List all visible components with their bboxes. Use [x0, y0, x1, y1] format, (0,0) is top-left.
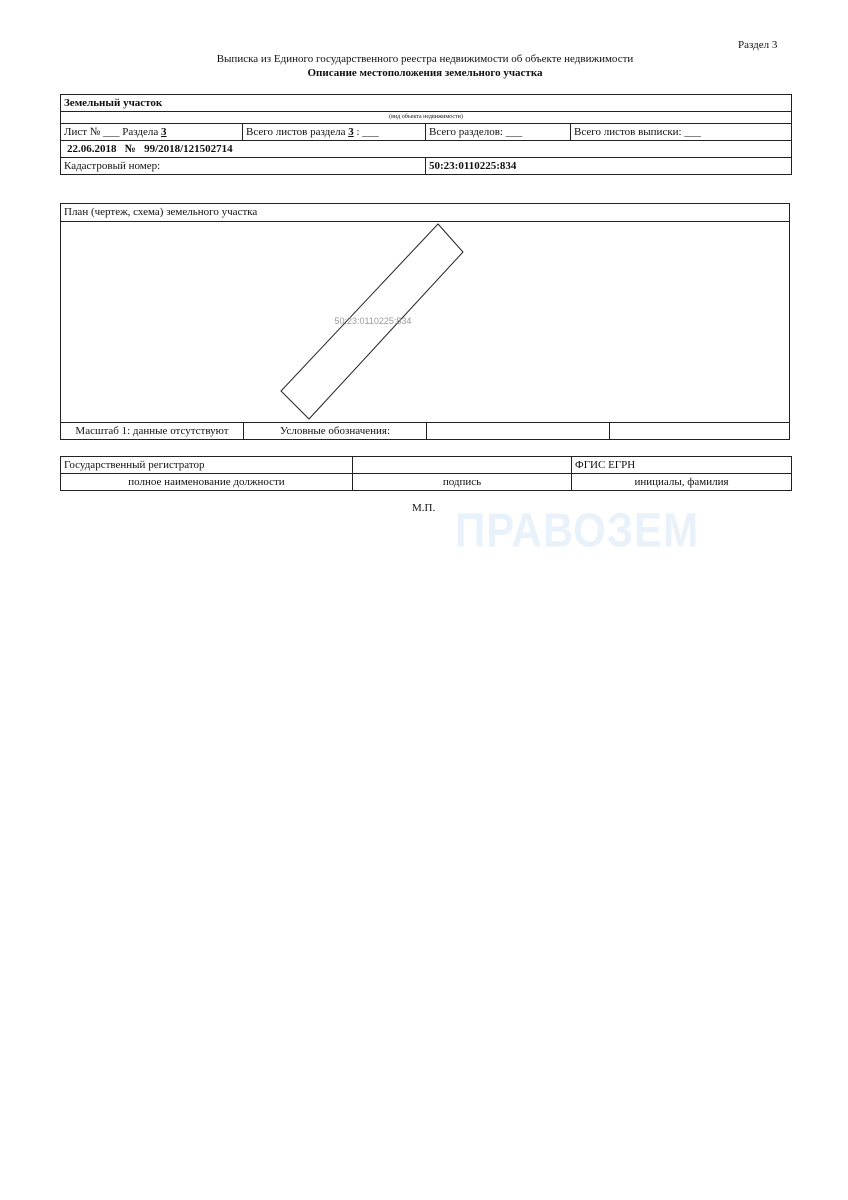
- total-sheets-section-label: Всего листов раздела: [246, 126, 346, 138]
- parcel-label: 50:23:0110225:834: [334, 316, 412, 326]
- signature-caption: подпись: [353, 474, 572, 491]
- plan-frame: [60, 203, 790, 440]
- section-label: Раздел 3: [738, 39, 778, 51]
- plan-drawing: [61, 204, 791, 441]
- object-type: Земельный участок: [61, 95, 792, 112]
- registrar-name: ФГИС ЕГРН: [572, 457, 792, 474]
- position-caption: полное наименование должности: [61, 474, 353, 491]
- extract-date: 22.06.2018: [67, 143, 117, 155]
- document-subtitle: Описание местоположения земельного участка: [307, 67, 543, 79]
- name-caption: инициалы, фамилия: [572, 474, 792, 491]
- signature-field: [353, 457, 572, 474]
- cadastral-value: 50:23:0110225:834: [426, 158, 792, 175]
- plan-title: План (чертеж, схема) земельного участка: [64, 206, 258, 218]
- total-sections: Всего разделов: ___: [426, 124, 571, 141]
- date-number-row: [61, 141, 792, 158]
- cadastral-label: Кадастровый номер:: [61, 158, 426, 175]
- total-sheets-section-value: 3: [348, 126, 354, 138]
- plan-footer: [61, 422, 789, 439]
- legend-label: Условные обозначения:: [244, 423, 427, 439]
- signature-table: [60, 456, 792, 491]
- extract-number: 99/2018/121502714: [144, 143, 233, 155]
- scale-text: Масштаб 1: данные отсутствуют: [61, 423, 244, 439]
- sheet-label: Лист № ___ Раздела: [64, 126, 159, 138]
- sheet-number-cell: [61, 124, 243, 141]
- document-title: Выписка из Единого государственного реестра недвижимости об объекте недвижимости: [216, 53, 634, 65]
- seal-label: М.П.: [412, 502, 436, 514]
- number-label: №: [124, 143, 136, 155]
- object-info-table: [60, 94, 792, 175]
- total-sheets-extract: Всего листов выписки: ___: [571, 124, 792, 141]
- total-sheets-section-suffix: : ___: [356, 126, 379, 138]
- object-type-caption: (вид объекта недвижимости): [61, 112, 792, 124]
- section-number: 3: [161, 126, 167, 138]
- total-sheets-section-cell: [243, 124, 426, 141]
- legend-cell-2: [610, 423, 790, 439]
- watermark: ПРАВОЗЕМ: [455, 503, 700, 558]
- legend-cell-1: [427, 423, 610, 439]
- registrar-position: Государственный регистратор: [61, 457, 353, 474]
